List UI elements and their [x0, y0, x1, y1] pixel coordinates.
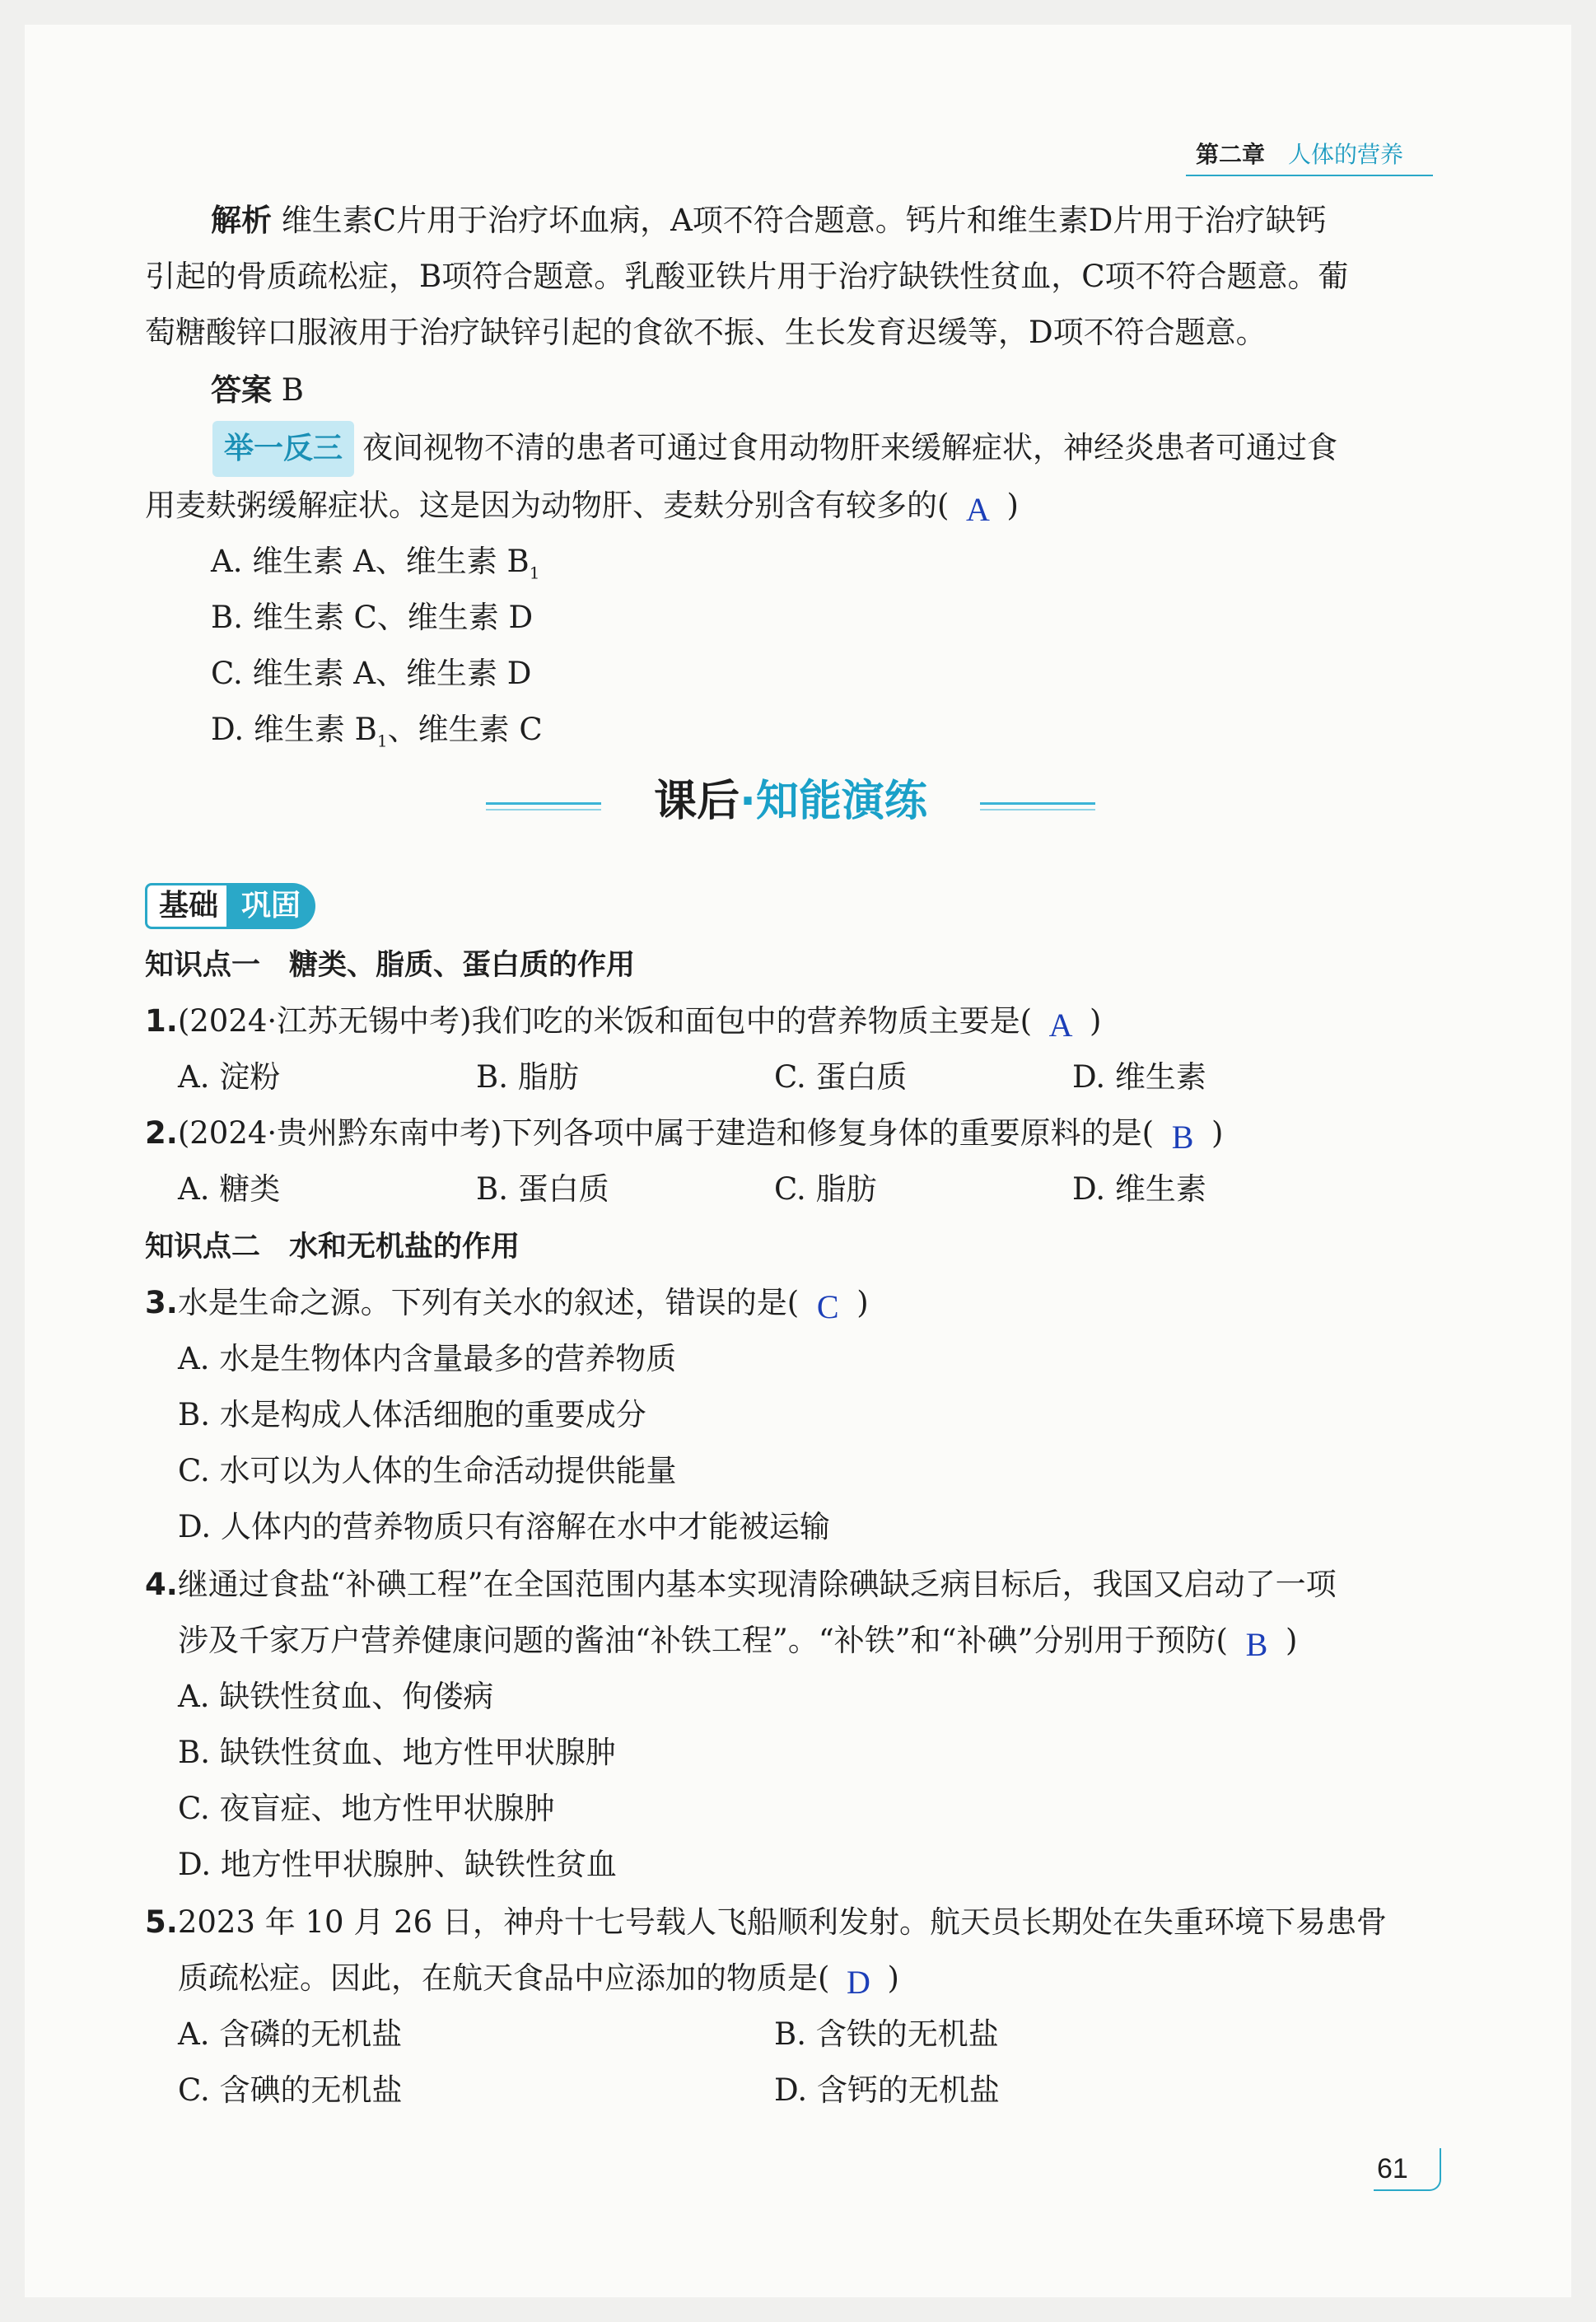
option-b: B. 含铁的无机盐	[774, 2016, 999, 2052]
question-stem: 质疏松症。因此，在航天食品中应添加的物质是(	[178, 1960, 830, 1996]
question-3-option-b: B. 水是构成人体活细胞的重要成分	[178, 1397, 646, 1432]
question-5-options-row-2	[178, 2063, 1370, 2119]
section-title-a: 课后	[654, 777, 740, 826]
question-4-option-c: C. 夜盲症、地方性甲状腺肿	[178, 1791, 555, 1826]
example-tag: 举一反三	[212, 421, 354, 477]
question-3-option-a: A. 水是生物体内含量最多的营养物质	[178, 1341, 677, 1376]
example-option-d	[211, 702, 543, 769]
section-banner	[486, 766, 1095, 840]
option-d: D. 维生素	[1072, 1059, 1206, 1095]
question-1	[145, 993, 1101, 1054]
answer-value: B	[281, 372, 304, 408]
question-answer: B	[1171, 1119, 1194, 1156]
close-paren: )	[887, 1960, 899, 1996]
page-number: 61	[1374, 2148, 1441, 2191]
section-title	[601, 766, 980, 837]
question-answer: B	[1245, 1626, 1268, 1663]
analysis-line-3: 萄糖酸锌口服液用于治疗缺锌引起的食欲不振、生长发育迟缓等，D项不符合题意。	[145, 315, 1267, 350]
close-paren: )	[1285, 1623, 1298, 1658]
knowledge-point-2: 知识点二 水和无机盐的作用	[145, 1231, 520, 1264]
example-line-2	[145, 478, 1019, 538]
analysis-text-1: 维生素C片用于治疗坏血病，A项不符合题意。钙片和维生素D片用于治疗缺钙	[281, 203, 1327, 238]
example-option-c	[211, 646, 531, 702]
example-answer: A	[965, 491, 990, 528]
option-a: A. 含磷的无机盐	[178, 2016, 403, 2052]
analysis-line-2: 引起的骨质疏松症，B项符合题意。乳酸亚铁片用于治疗缺铁性贫血，C项不符合题意。葡	[145, 259, 1349, 294]
chapter-number: 第二章	[1196, 141, 1266, 168]
option-a: A. 糖类	[178, 1171, 281, 1207]
question-5-line-1	[145, 1895, 1387, 1951]
close-paren: )	[1006, 488, 1019, 523]
option-subscript: 1	[529, 563, 540, 583]
section-dot: ·	[740, 777, 756, 826]
question-4-line-1	[145, 1557, 1337, 1613]
question-stem: 2023 年 10 月 26 日，神舟十七号载人飞船顺利发射。航天员长期处在失重环境下易患骨	[177, 1904, 1387, 1940]
option-b: B. 蛋白质	[476, 1171, 609, 1207]
analysis-label: 解析	[211, 203, 272, 238]
badge-right: 巩固	[226, 883, 315, 929]
example-line-1	[212, 420, 1337, 477]
question-stem: (2024·江苏无锡中考)我们吃的米饭和面包中的营养物质主要是(	[177, 1003, 1033, 1039]
question-4-option-a: A. 缺铁性贫血、佝偻病	[178, 1679, 494, 1714]
question-5-line-2	[178, 1951, 899, 2011]
option-a: A. 淀粉	[178, 1059, 281, 1095]
option-d: D. 含钙的无机盐	[774, 2072, 1000, 2108]
question-3-option-d: D. 人体内的营养物质只有溶解在水中才能被运输	[178, 1509, 830, 1544]
option-b: B. 脂肪	[476, 1059, 579, 1095]
question-stem: (2024·贵州黔东南中考)下列各项中属于建造和修复身体的重要原料的是(	[177, 1115, 1155, 1151]
chapter-title: 人体的营养	[1288, 141, 1404, 168]
question-answer: C	[816, 1288, 839, 1325]
question-stem: 继通过食盐“补碘工程”在全国范围内基本实现清除碘缺乏病目标后，我国又启动了一项	[177, 1567, 1337, 1602]
question-answer: D	[846, 1964, 870, 2001]
question-2	[145, 1105, 1223, 1166]
knowledge-point-1: 知识点一 糖类、脂质、蛋白质的作用	[145, 949, 636, 982]
question-answer: A	[1048, 1007, 1073, 1044]
option-text: D. 维生素 B	[211, 712, 377, 747]
question-number: 1.	[145, 1003, 178, 1039]
option-c: C. 脂肪	[774, 1171, 877, 1207]
chapter-header	[1186, 138, 1433, 176]
option-d: D. 维生素	[1072, 1171, 1206, 1207]
analysis-line-1	[211, 193, 1326, 249]
badge-left: 基础	[145, 883, 230, 929]
level-badge	[145, 883, 315, 929]
example-text-2: 用麦麸粥缓解症状。这是因为动物肝、麦麸分别含有较多的(	[145, 488, 950, 523]
option-text: B. 维生素 C、维生素 D	[211, 600, 534, 635]
option-c: C. 含碘的无机盐	[178, 2072, 403, 2108]
example-option-b	[211, 590, 533, 646]
question-4-line-2	[178, 1613, 1297, 1673]
option-text: A. 维生素 A、维生素 B	[211, 544, 530, 579]
question-number: 5.	[145, 1904, 178, 1940]
question-4-option-d: D. 地方性甲状腺肿、缺铁性贫血	[178, 1847, 617, 1882]
question-2-options	[178, 1161, 1370, 1217]
question-stem: 涉及千家万户营养健康问题的酱油“补铁工程”。“补铁”和“补碘”分别用于预防(	[178, 1623, 1228, 1658]
close-paren: )	[856, 1285, 869, 1320]
question-3-option-c: C. 水可以为人体的生命活动提供能量	[178, 1453, 677, 1488]
option-subscript: 1	[376, 731, 388, 751]
question-number: 2.	[145, 1115, 178, 1151]
question-5-options-row-1	[178, 2007, 1370, 2063]
question-1-options	[178, 1049, 1370, 1105]
question-number: 4.	[145, 1567, 178, 1602]
option-c: C. 蛋白质	[774, 1059, 908, 1095]
section-title-b: 知能演练	[755, 777, 927, 826]
option-text: 、维生素 C	[387, 712, 543, 747]
close-paren: )	[1090, 1003, 1102, 1039]
question-3	[145, 1275, 869, 1335]
option-text: C. 维生素 A、维生素 D	[211, 656, 532, 691]
close-paren: )	[1211, 1115, 1224, 1151]
question-number: 3.	[145, 1285, 178, 1320]
question-stem: 水是生命之源。下列有关水的叙述，错误的是(	[177, 1285, 800, 1320]
question-4-option-b: B. 缺铁性贫血、地方性甲状腺肿	[178, 1735, 616, 1770]
answer-label: 答案	[211, 372, 272, 408]
example-text-1: 夜间视物不清的患者可通过食用动物肝来缓解症状，神经炎患者可通过食	[362, 430, 1338, 465]
analysis-answer	[211, 362, 304, 418]
